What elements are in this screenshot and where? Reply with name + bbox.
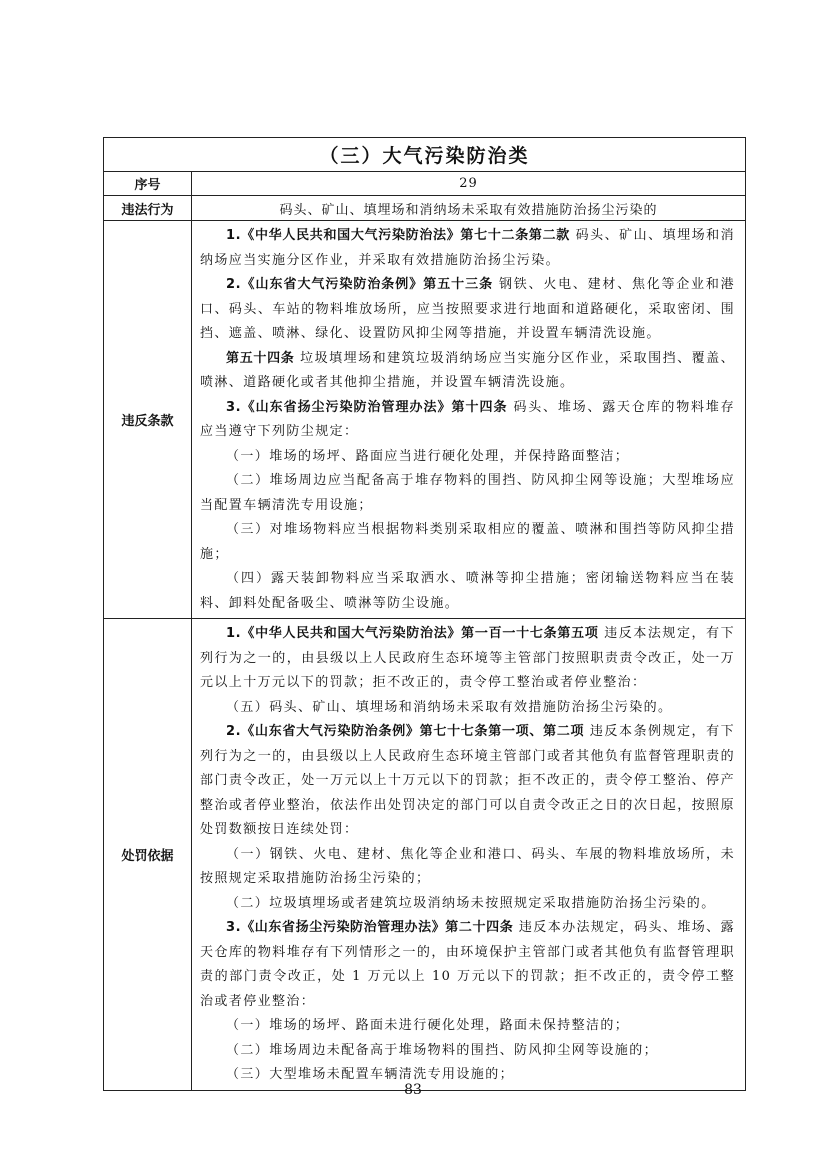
clause-text: （五）码头、矿山、填埋场和消纳场未采取有效措施防治扬尘污染的。: [226, 699, 673, 715]
clause-reference: 3.《山东省扬尘污染防治管理办法》第二十四条: [226, 920, 514, 935]
clause-text: （一）钢铁、火电、建材、焦化等企业和港口、码头、车展的物料堆放场所，未按照规定采取措施防治扬尘污染的；: [200, 846, 735, 886]
clause-paragraph: [200, 1039, 735, 1064]
clause-text: 违反本法规定，有下列行为之一的，由县级以上人民政府生态环境等主管部门按照职责责令改正，处一万元以上十万元以下的罚款；拒不改正的，责令停工整治或者停业整治：: [200, 626, 735, 690]
behavior-value: 码头、矿山、填埋场和消纳场未采取有效措施防治扬尘污染的: [192, 196, 746, 221]
clause-paragraph: [200, 567, 735, 616]
clause-reference: 第五十四条: [226, 350, 295, 366]
clause-paragraph: [200, 916, 735, 1014]
clause-text: （二）堆场周边应当配备高于堆存物料的围挡、防风抑尘网等设施；大型堆场应当配置车辆清洗专用设施；: [200, 473, 735, 513]
clause-text: 违反本办法规定，码头、堆场、露天仓库的物料堆存有下列情形之一的，由环境保护主管部门或者其他负有监督管理职责的部门责令改正，处 1 万元以上 10 万元以下的罚款；拒不改正的，责令停工整治或者停业整治：: [200, 920, 735, 1009]
clause-paragraph: [200, 347, 735, 396]
clause-text: 码头、堆场、露天仓库的物料堆存应当遵守下列防尘规定：: [200, 399, 735, 439]
clause-paragraph: [200, 1014, 735, 1039]
clause-paragraph: [200, 224, 735, 273]
serial-label: 序号: [104, 172, 192, 196]
clause-text: （一）堆场的场坪、路面未进行硬化处理，路面未保持整洁的；: [226, 1018, 630, 1033]
clause-reference: 2.《山东省大气污染防治条例》第七十七条第一项、第二项: [226, 724, 585, 739]
clause-reference: 3.《山东省扬尘污染防治管理办法》第十四条: [226, 399, 508, 415]
clause-paragraph: [200, 518, 735, 567]
clause-text: （三）对堆场物料应当根据物料类别采取相应的覆盖、喷淋和围挡等防风抑尘措施；: [200, 522, 735, 562]
page-number: 83: [404, 1082, 422, 1098]
serial-value: 29: [192, 172, 746, 196]
behavior-label: 违法行为: [104, 196, 192, 221]
clause-text: （一）堆场的场坪、路面应当进行硬化处理，并保持路面整洁；: [226, 448, 630, 464]
clause-reference: 1.《中华人民共和国大气污染防治法》第一百一十七条第五项: [226, 626, 599, 641]
clause-paragraph: [200, 720, 735, 843]
penalty-label: 处罚依据: [104, 619, 192, 1091]
clause-reference: 1.《中华人民共和国大气污染防治法》第七十二条第二款: [226, 228, 570, 243]
clause-text: （二）垃圾填埋场或者建筑垃圾消纳场未按照规定采取措施防治扬尘污染的。: [226, 895, 716, 911]
clause-paragraph: [200, 696, 735, 721]
violated-label: 违反条款: [104, 221, 192, 619]
clause-paragraph: [200, 622, 735, 696]
penalty-basis: [192, 619, 746, 1091]
clause-text: 垃圾填埋场和建筑垃圾消纳场应当实施分区作业，采取围挡、覆盖、喷淋、道路硬化或者其他抑尘措施，并设置车辆清洗设施。: [200, 350, 735, 390]
clause-text: 违反本条例规定，有下列行为之一的，由县级以上人民政府生态环境主管部门或者其他负有监督管理职责的部门责令改正，处一万元以上十万元以下的罚款；拒不改正的，责令停工整治、停产整治或者停业整治，依法作出处罚决定的部门可以自责令改正之日的次日起，按照原处罚数额按日连续处罚：: [200, 724, 735, 837]
section-title: （三）大气污染防治类: [104, 138, 746, 172]
clause-text: （二）堆场周边未配备高于堆场物料的围挡、防风抑尘网等设施的；: [226, 1042, 659, 1058]
clause-paragraph: [200, 892, 735, 917]
clause-paragraph: [200, 396, 735, 445]
clause-text: （四）露天装卸物料应当采取洒水、喷淋等抑尘措施；密闭输送物料应当在装料、卸料处配备吸尘、喷淋等防尘设施。: [200, 571, 735, 611]
regulation-table: [103, 137, 746, 1091]
clause-paragraph: [200, 273, 735, 347]
clause-reference: 2.《山东省大气污染防治条例》第五十三条: [226, 277, 494, 292]
clause-paragraph: [200, 469, 735, 518]
clause-text: 钢铁、火电、建材、焦化等企业和港口、码头、车站的物料堆放场所，应当按照要求进行地面和道路硬化，采取密闭、围挡、遮盖、喷淋、绿化、设置防风抑尘网等措施，并设置车辆清洗设施。: [200, 277, 736, 341]
violated-clauses: [192, 221, 746, 619]
clause-text: 码头、矿山、填埋场和消纳场应当实施分区作业，并采取有效措施防治扬尘污染。: [200, 228, 735, 268]
clause-text: （三）大型堆场未配置车辆清洗专用设施的；: [226, 1067, 515, 1082]
clause-paragraph: [200, 843, 735, 892]
clause-paragraph: [200, 445, 735, 470]
